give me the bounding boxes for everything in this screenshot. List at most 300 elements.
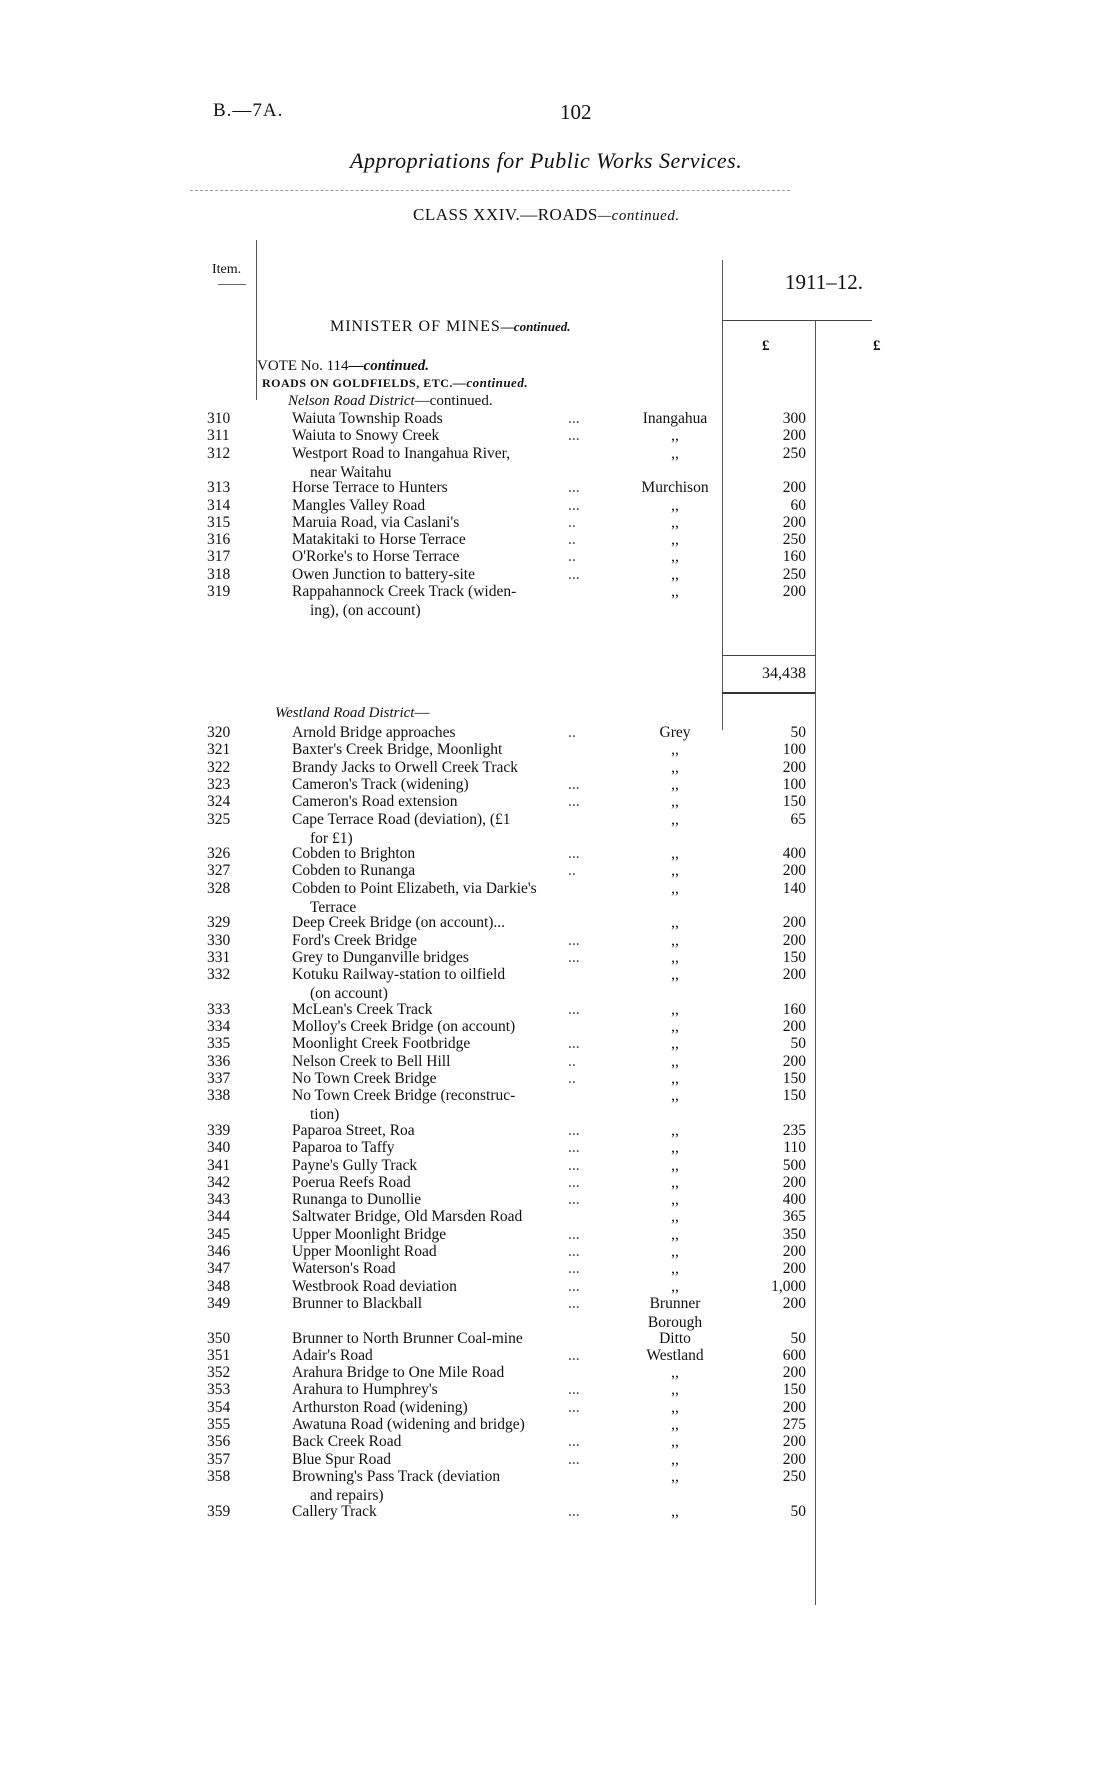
road-name: Horse Terrace to Hunters xyxy=(292,479,448,497)
currency-header-1: £ xyxy=(762,338,770,354)
table-row xyxy=(0,1225,1114,1244)
county-name: ,, xyxy=(671,496,679,514)
item-number: 315 xyxy=(207,513,231,531)
amount: 350 xyxy=(782,1225,806,1243)
county-name: ,, xyxy=(671,931,679,949)
amount: 200 xyxy=(782,1450,806,1468)
road-name: Cobden to Runanga xyxy=(292,862,416,880)
table-row xyxy=(0,740,1114,759)
table-row xyxy=(0,1432,1114,1451)
amount: 200 xyxy=(782,1243,806,1260)
road-name: Adair's Road xyxy=(292,1346,373,1364)
table-row xyxy=(0,513,1114,532)
item-number: 346 xyxy=(207,1243,231,1260)
road-name-continued: for £1) xyxy=(310,829,353,847)
amount: 150 xyxy=(782,1070,806,1087)
table-row xyxy=(0,965,1114,1003)
class-heading xyxy=(413,205,680,225)
table-row xyxy=(0,1363,1114,1382)
nelson-subtotal: 34,438 xyxy=(762,665,806,682)
amount: 600 xyxy=(782,1346,806,1364)
road-name: Cobden to Point Elizabeth, via Darkie's xyxy=(292,879,537,897)
item-number: 353 xyxy=(207,1381,231,1399)
roads-heading-continued: —continued. xyxy=(452,375,529,390)
amount: 200 xyxy=(782,513,806,531)
item-number: 321 xyxy=(207,741,231,759)
amount: 200 xyxy=(782,966,806,984)
county-name: ,, xyxy=(671,444,679,462)
amount: 50 xyxy=(790,1035,806,1053)
table-row xyxy=(0,861,1114,880)
leader-dots: .. xyxy=(568,1052,576,1070)
table-row xyxy=(0,1346,1114,1365)
leader-dots: .. xyxy=(568,513,576,531)
year-column-header: 1911–12. xyxy=(785,270,863,294)
amount: 200 xyxy=(782,1173,806,1191)
minister-heading-continued: —continued. xyxy=(500,319,571,334)
road-name: Brunner to Blackball xyxy=(292,1294,422,1312)
vote-heading xyxy=(257,358,429,375)
table-row xyxy=(0,1398,1114,1417)
road-name: Blue Spur Road xyxy=(292,1450,392,1468)
county-name: ,, xyxy=(671,1000,679,1018)
table-row xyxy=(0,1467,1114,1504)
item-number: 338 xyxy=(207,1087,231,1105)
item-number: 328 xyxy=(207,879,231,897)
amount: 50 xyxy=(790,1502,806,1520)
item-number: 352 xyxy=(207,1364,231,1382)
item-number: 314 xyxy=(207,496,231,514)
table-row xyxy=(0,582,1114,619)
road-name: Arthurston Road (widening) xyxy=(292,1398,468,1416)
county-name: ,, xyxy=(671,1018,679,1036)
county-name: ,, xyxy=(671,1173,679,1191)
table-row xyxy=(0,1294,1114,1331)
county-name: ,, xyxy=(671,1139,679,1157)
road-name-continued: ing), (on account) xyxy=(310,602,421,619)
leader-dots: .. xyxy=(568,862,576,880)
road-name: Kotuku Railway-station to oilfield xyxy=(292,966,506,984)
table-row xyxy=(0,1450,1114,1469)
amount: 500 xyxy=(782,1156,806,1174)
leader-dots: ... xyxy=(568,1277,580,1295)
item-number: 319 xyxy=(207,583,231,600)
amount: 110 xyxy=(783,1139,806,1157)
amount: 200 xyxy=(782,583,806,600)
item-number: 354 xyxy=(207,1398,231,1416)
table-row xyxy=(0,1259,1114,1278)
road-name: Deep Creek Bridge (on account)... xyxy=(292,914,506,932)
table-row xyxy=(0,530,1114,549)
amount: 300 xyxy=(782,410,806,427)
amount: 60 xyxy=(790,496,806,514)
road-name: Brunner to North Brunner Coal-mine xyxy=(292,1329,523,1347)
item-number: 341 xyxy=(207,1156,231,1174)
leader-dots: ... xyxy=(568,496,580,514)
county-name: Murchison xyxy=(641,479,709,497)
road-name-continued: Terrace xyxy=(310,898,357,916)
county-name: ,, xyxy=(671,741,679,759)
table-row xyxy=(0,913,1114,932)
item-number: 330 xyxy=(207,931,231,949)
vote-heading-continued: —continued. xyxy=(348,358,429,374)
table-row xyxy=(0,478,1114,497)
amount: 275 xyxy=(782,1416,806,1433)
county-name: ,, xyxy=(671,1208,679,1226)
leader-dots: ... xyxy=(568,948,580,966)
road-name: Mangles Valley Road xyxy=(292,496,426,514)
county-name: ,, xyxy=(671,1156,679,1174)
road-name: Arahura to Humphrey's xyxy=(292,1381,438,1399)
item-number: 348 xyxy=(207,1277,231,1295)
amount: 250 xyxy=(782,565,806,583)
item-number: 358 xyxy=(207,1467,231,1485)
leader-dots: ... xyxy=(568,1243,580,1260)
leader-dots: ... xyxy=(568,1173,580,1191)
county-name: ,, xyxy=(671,1087,679,1105)
item-number: 331 xyxy=(207,948,231,966)
table-row xyxy=(0,1017,1114,1036)
table-row xyxy=(0,792,1114,811)
county-name: ,, xyxy=(671,966,679,984)
amount: 200 xyxy=(782,914,806,932)
leader-dots: ... xyxy=(568,1260,580,1278)
road-name: Ford's Creek Bridge xyxy=(292,931,418,949)
nelson-district-suffix: —continued. xyxy=(414,393,493,409)
amount: 250 xyxy=(782,444,806,462)
item-number: 322 xyxy=(207,758,231,776)
leader-dots: ... xyxy=(568,1346,580,1364)
leader-dots: ... xyxy=(568,1502,580,1520)
county-name: Grey xyxy=(659,724,691,741)
minister-heading-text: MINISTER OF MINES xyxy=(330,318,501,335)
item-number: 320 xyxy=(207,724,231,741)
table-row xyxy=(0,1000,1114,1019)
county-name: ,, xyxy=(671,879,679,897)
westland-district-heading xyxy=(275,705,429,722)
leader-dots: ... xyxy=(568,410,580,427)
road-name: Back Creek Road xyxy=(292,1433,402,1451)
amount: 65 xyxy=(790,810,806,828)
amount: 200 xyxy=(782,758,806,776)
road-name: Grey to Dunganville bridges xyxy=(292,948,469,966)
table-row xyxy=(0,879,1114,916)
table-row xyxy=(0,1052,1114,1071)
county-name: ,, xyxy=(671,1416,679,1433)
item-number: 335 xyxy=(207,1035,231,1053)
amount: 1,000 xyxy=(771,1277,806,1295)
county-name: Ditto xyxy=(659,1329,691,1347)
road-name: Waiuta Township Roads xyxy=(292,410,443,427)
leader-dots: ... xyxy=(568,1000,580,1018)
page-number: 102 xyxy=(560,100,592,124)
road-name: Arnold Bridge approaches xyxy=(292,724,456,741)
table-row xyxy=(0,948,1114,967)
road-name: Waterson's Road xyxy=(292,1260,396,1278)
table-row xyxy=(0,444,1114,481)
leader-dots: ... xyxy=(568,1398,580,1416)
county-name: ,, xyxy=(671,548,679,566)
item-number: 340 xyxy=(207,1139,231,1157)
county-name: Brunner xyxy=(649,1294,701,1312)
county-name: ,, xyxy=(671,1277,679,1295)
westland-district-suffix: — xyxy=(414,705,430,721)
amount: 200 xyxy=(782,1294,806,1312)
leader-dots: ... xyxy=(568,565,580,583)
item-number: 311 xyxy=(207,427,230,445)
leader-dots: ... xyxy=(568,1225,580,1243)
leader-dots: ... xyxy=(568,1433,580,1451)
table-row xyxy=(0,1069,1114,1088)
county-name: Westland xyxy=(646,1346,704,1364)
table-row xyxy=(0,1502,1114,1521)
item-number: 356 xyxy=(207,1433,231,1451)
item-number: 327 xyxy=(207,862,231,880)
item-number: 332 xyxy=(207,966,231,984)
table-row xyxy=(0,565,1114,584)
leader-dots: ... xyxy=(568,1139,580,1157)
road-name-continued: and repairs) xyxy=(310,1486,384,1504)
minister-heading xyxy=(330,318,571,336)
road-name: Awatuna Road (widening and bridge) xyxy=(292,1416,525,1433)
amount: 200 xyxy=(782,1260,806,1278)
table-row xyxy=(0,1207,1114,1226)
amount: 250 xyxy=(782,531,806,549)
road-name: Paparoa Street, Roa xyxy=(292,1121,415,1139)
table-row xyxy=(0,1173,1114,1192)
item-number: 312 xyxy=(207,444,231,462)
item-number: 310 xyxy=(207,410,231,427)
road-name: Cameron's Track (widening) xyxy=(292,775,469,793)
table-row xyxy=(0,496,1114,515)
currency-header-2: £ xyxy=(873,338,881,354)
item-number: 324 xyxy=(207,793,231,811)
amount: 400 xyxy=(782,845,806,863)
item-number: 343 xyxy=(207,1191,231,1209)
amount: 160 xyxy=(782,1000,806,1018)
leader-dots: ... xyxy=(568,1450,580,1468)
amount: 150 xyxy=(782,948,806,966)
county-name: ,, xyxy=(671,1035,679,1053)
leader-dots: ... xyxy=(568,1381,580,1399)
amount: 200 xyxy=(782,1398,806,1416)
table-row xyxy=(0,775,1114,794)
road-name: Molloy's Creek Bridge (on account) xyxy=(292,1018,516,1036)
amount: 400 xyxy=(782,1191,806,1209)
item-number: 334 xyxy=(207,1018,231,1036)
county-name: ,, xyxy=(671,1502,679,1520)
county-name: ,, xyxy=(671,1052,679,1070)
county-name: ,, xyxy=(671,1225,679,1243)
road-name-continued: tion) xyxy=(310,1106,340,1124)
amount: 200 xyxy=(782,1364,806,1382)
leader-dots: .. xyxy=(568,724,576,741)
nelson-district-heading xyxy=(288,393,493,410)
westland-district-name: Westland Road District xyxy=(275,705,415,721)
table-row xyxy=(0,1380,1114,1399)
county-name: ,, xyxy=(671,758,679,776)
table-row xyxy=(0,409,1114,428)
table-row xyxy=(0,426,1114,445)
page-reference: B.—7A. xyxy=(213,100,284,121)
road-name: O'Rorke's to Horse Terrace xyxy=(292,548,460,566)
county-name: ,, xyxy=(671,531,679,549)
county-name: ,, xyxy=(671,862,679,880)
road-name: No Town Creek Bridge xyxy=(292,1070,437,1087)
road-name: Upper Moonlight Bridge xyxy=(292,1225,447,1243)
table-row xyxy=(0,1138,1114,1157)
road-name-continued: near Waitahu xyxy=(310,463,392,481)
header-divider xyxy=(190,190,790,191)
leader-dots: ... xyxy=(568,479,580,497)
table-row xyxy=(0,547,1114,566)
amount: 200 xyxy=(782,1018,806,1036)
amount: 160 xyxy=(782,548,806,566)
county-name: ,, xyxy=(671,1243,679,1260)
amount: 235 xyxy=(782,1121,806,1139)
leader-dots: ... xyxy=(568,845,580,863)
leader-dots: ... xyxy=(568,1294,580,1312)
county-name: ,, xyxy=(671,1121,679,1139)
item-number: 317 xyxy=(207,548,231,566)
road-name: Waiuta to Snowy Creek xyxy=(292,427,440,445)
road-name: Cameron's Road extension xyxy=(292,793,458,811)
table-row xyxy=(0,1190,1114,1209)
table-row xyxy=(0,844,1114,863)
county-name: ,, xyxy=(671,845,679,863)
county-name: ,, xyxy=(671,1191,679,1209)
item-number: 329 xyxy=(207,914,231,932)
road-name: Maruia Road, via Caslani's xyxy=(292,513,460,531)
leader-dots: ... xyxy=(568,1156,580,1174)
county-name: Inangahua xyxy=(642,410,708,427)
item-number: 359 xyxy=(207,1502,231,1520)
county-name: ,, xyxy=(671,1070,679,1087)
leader-dots: ... xyxy=(568,1191,580,1209)
item-number: 333 xyxy=(207,1000,231,1018)
leader-dots: ... xyxy=(568,1121,580,1139)
road-name: Westport Road to Inangahua River, xyxy=(292,444,511,462)
table-row xyxy=(0,1329,1114,1348)
item-number: 325 xyxy=(207,810,231,828)
table-row xyxy=(0,723,1114,742)
road-name: McLean's Creek Track xyxy=(292,1000,433,1018)
item-number: 344 xyxy=(207,1208,231,1226)
road-name: Westbrook Road deviation xyxy=(292,1277,457,1295)
leader-dots: .. xyxy=(568,548,576,566)
road-name: Arahura Bridge to One Mile Road xyxy=(292,1364,505,1382)
road-name: Matakitaki to Horse Terrace xyxy=(292,531,466,549)
leader-dots: ... xyxy=(568,793,580,811)
county-name: ,, xyxy=(671,1467,679,1485)
county-name: ,, xyxy=(671,793,679,811)
amount: 150 xyxy=(782,1087,806,1105)
county-name: ,, xyxy=(671,1364,679,1382)
county-name: ,, xyxy=(671,948,679,966)
road-name: Payne's Gully Track xyxy=(292,1156,418,1174)
county-name: ,, xyxy=(671,1433,679,1451)
table-row xyxy=(0,1415,1114,1434)
amount: 250 xyxy=(782,1467,806,1485)
item-number: 316 xyxy=(207,531,231,549)
class-heading-continued: —continued. xyxy=(597,208,680,224)
item-number: 355 xyxy=(207,1416,231,1433)
table-row xyxy=(0,1277,1114,1296)
road-name: Rappahannock Creek Track (widen- xyxy=(292,583,517,600)
item-number: 347 xyxy=(207,1260,231,1278)
table-row xyxy=(0,1156,1114,1175)
county-name: ,, xyxy=(671,810,679,828)
road-name: Owen Junction to battery-site xyxy=(292,565,475,583)
road-name: Brandy Jacks to Orwell Creek Track xyxy=(292,758,518,776)
item-number: 342 xyxy=(207,1173,231,1191)
item-number: 313 xyxy=(207,479,231,497)
amount: 200 xyxy=(782,862,806,880)
leader-dots: .. xyxy=(568,531,576,549)
county-name: ,, xyxy=(671,1381,679,1399)
county-name: ,, xyxy=(671,1398,679,1416)
road-name: Browning's Pass Track (deviation xyxy=(292,1467,501,1485)
item-number: 318 xyxy=(207,565,231,583)
amount: 200 xyxy=(782,1433,806,1451)
year-header-rule xyxy=(722,320,872,321)
road-name: Runanga to Dunollie xyxy=(292,1191,422,1209)
amount: 200 xyxy=(782,931,806,949)
amount: 100 xyxy=(782,741,806,759)
county-name: ,, xyxy=(671,513,679,531)
nelson-district-name: Nelson Road District xyxy=(288,393,415,409)
road-name: Nelson Creek to Bell Hill xyxy=(292,1052,451,1070)
county-name: ,, xyxy=(671,914,679,932)
leader-dots: ... xyxy=(568,775,580,793)
table-row xyxy=(0,1242,1114,1261)
road-name: Saltwater Bridge, Old Marsden Road xyxy=(292,1208,523,1226)
amount: 150 xyxy=(782,1381,806,1399)
page-title: Appropriations for Public Works Services. xyxy=(350,148,743,173)
item-number: 323 xyxy=(207,775,231,793)
item-number: 351 xyxy=(207,1346,231,1364)
roads-heading-text: ROADS ON GOLDFIELDS, ETC. xyxy=(262,376,453,390)
road-name: Cape Terrace Road (deviation), (£1 xyxy=(292,810,511,828)
table-row xyxy=(0,1121,1114,1140)
item-number: 350 xyxy=(207,1329,231,1347)
road-name: Upper Moonlight Road xyxy=(292,1243,437,1260)
road-name: Poerua Reefs Road xyxy=(292,1173,411,1191)
road-name: Moonlight Creek Footbridge xyxy=(292,1035,471,1053)
table-row xyxy=(0,1034,1114,1053)
amount: 150 xyxy=(782,793,806,811)
road-name: Callery Track xyxy=(292,1502,377,1520)
subtotal-top-rule xyxy=(722,655,815,656)
county-name: ,, xyxy=(671,583,679,600)
subtotal-bottom-rule xyxy=(722,692,815,694)
county-name: ,, xyxy=(671,565,679,583)
item-number: 326 xyxy=(207,845,231,863)
item-number: 336 xyxy=(207,1052,231,1070)
county-name: ,, xyxy=(671,775,679,793)
road-name-continued: (on account) xyxy=(310,985,388,1003)
leader-dots: .. xyxy=(568,1070,576,1087)
leader-dots: ... xyxy=(568,1035,580,1053)
class-heading-text: CLASS XXIV.—ROADS xyxy=(413,205,598,224)
item-header-rule xyxy=(218,284,246,285)
item-number: 345 xyxy=(207,1225,231,1243)
item-number: 337 xyxy=(207,1070,231,1087)
amount: 200 xyxy=(782,1052,806,1070)
amount: 50 xyxy=(790,1329,806,1347)
item-number: 357 xyxy=(207,1450,231,1468)
amount: 50 xyxy=(790,724,806,741)
